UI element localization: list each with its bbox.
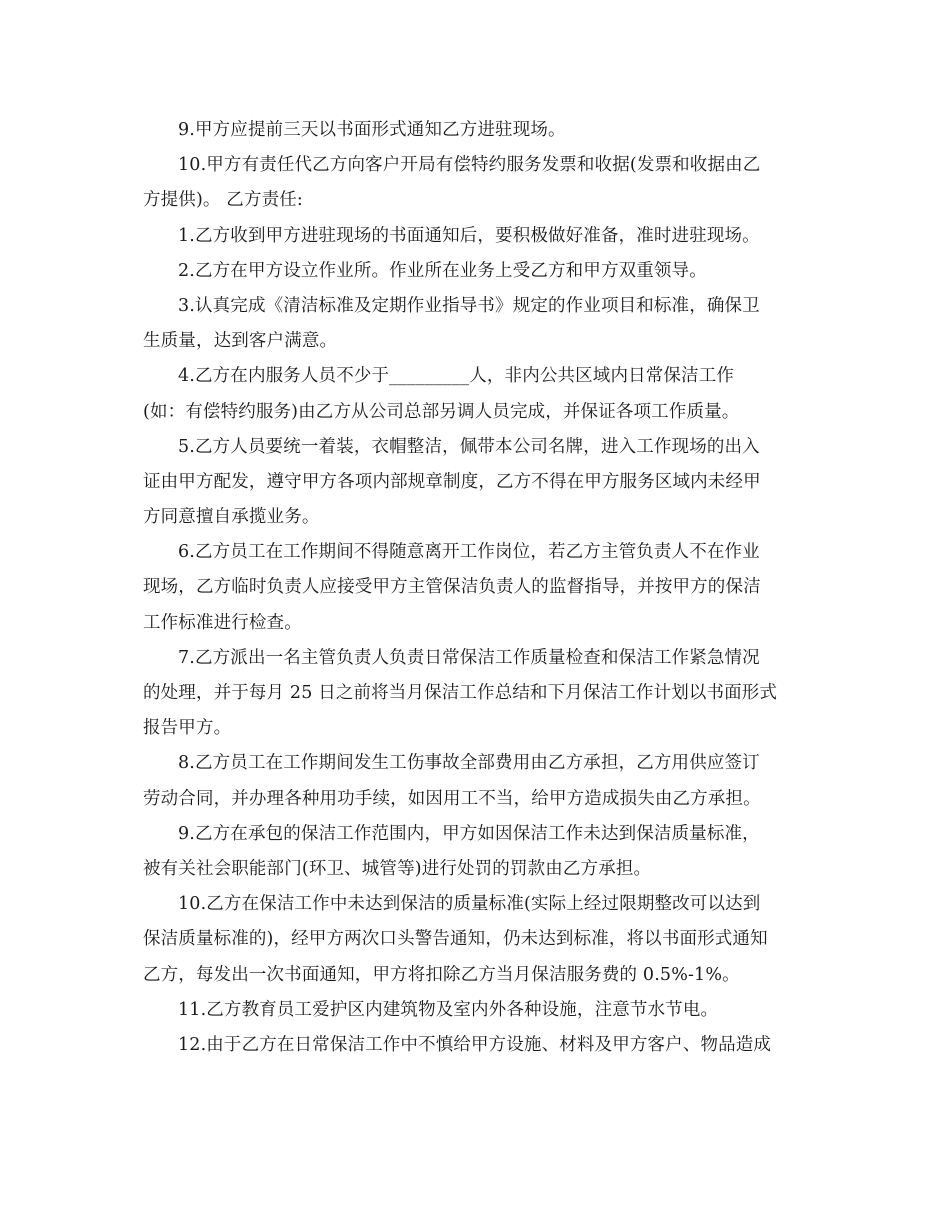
text-line: 6.乙方员工在工作期间不得随意离开工作岗位，若乙方主管负责人不在作业 xyxy=(178,542,760,563)
text-line: 方同意擅自承揽业务。 xyxy=(143,507,320,528)
text-line: 9.乙方在承包的保洁工作范围内，甲方如因保洁工作未达到保洁质量标准， xyxy=(178,823,760,844)
text-line: 10.甲方有责任代乙方向客户开局有偿特约服务发票和收据(发票和收据由乙 xyxy=(178,155,761,176)
text-line: 生质量，达到客户满意。 xyxy=(143,331,338,352)
text-line: 证由甲方配发，遵守甲方各项内部规章制度，乙方不得在甲方服务区域内未经甲 xyxy=(143,471,761,492)
text-line: 方提供)。 乙方责任: xyxy=(143,190,303,211)
text-line: 工作标准进行检查。 xyxy=(143,612,302,633)
text-line: 劳动合同，并办理各种用功手续，如因用工不当，给甲方造成损失由乙方承担。 xyxy=(143,788,761,809)
text-line: 8.乙方员工在工作期间发生工伤事故全部费用由乙方承担，乙方用供应签订 xyxy=(178,753,760,774)
text-line: 现场，乙方临时负责人应接受甲方主管保洁负责人的监督指导，并按甲方的保洁 xyxy=(143,577,761,598)
text-line: 4.乙方在内服务人员不少于_________人，非内公共区域内日常保洁工作 xyxy=(178,366,734,387)
text-line: 5.乙方人员要统一着装，衣帽整洁，佩带本公司名牌，进入工作现场的出入 xyxy=(178,436,760,457)
text-line: 1.乙方收到甲方进驻现场的书面通知后，要积极做好准备，准时进驻现场。 xyxy=(178,225,760,246)
document-body xyxy=(143,113,805,1063)
text-line: 乙方，每发出一次书面通知，甲方将扣除乙方当月保洁服务费的 0.5%-1%。 xyxy=(143,964,740,985)
text-line: 12.由于乙方在日常保洁工作中不慎给甲方设施、材料及甲方客户、物品造成 xyxy=(178,1034,772,1055)
text-line: 报告甲方。 xyxy=(143,718,232,739)
text-line: 被有关社会职能部门(环卫、城管等)进行处罚的罚款由乙方承担。 xyxy=(143,858,652,879)
text-line: 7.乙方派出一名主管负责人负责日常保洁工作质量检查和保洁工作紧急情况 xyxy=(178,647,760,668)
text-line: 的处理，并于每月 25 日之前将当月保洁工作总结和下月保洁工作计划以书面形式 xyxy=(143,683,778,703)
text-line: 10.乙方在保洁工作中未达到保洁的质量标准(实际上经过限期整改可以达到 xyxy=(178,894,761,915)
text-line: 保洁质量标准的)，经甲方两次口头警告通知，仍未达到标准，将以书面形式通知 xyxy=(143,929,768,950)
text-line: (如：有偿特约服务)由乙方从公司总部另调人员完成，并保证各项工作质量。 xyxy=(143,401,740,422)
text-line: 3.认真完成《清洁标准及定期作业指导书》规定的作业项目和标准，确保卫 xyxy=(178,295,760,316)
text-line: 2.乙方在甲方设立作业所。作业所在业务上受乙方和甲方双重领导。 xyxy=(178,260,707,281)
text-line: 9.甲方应提前三天以书面形式通知乙方进驻现场。 xyxy=(178,120,566,140)
text-line: 11.乙方教育员工爱护区内建筑物及室内外各种设施，注意节水节电。 xyxy=(178,999,719,1020)
